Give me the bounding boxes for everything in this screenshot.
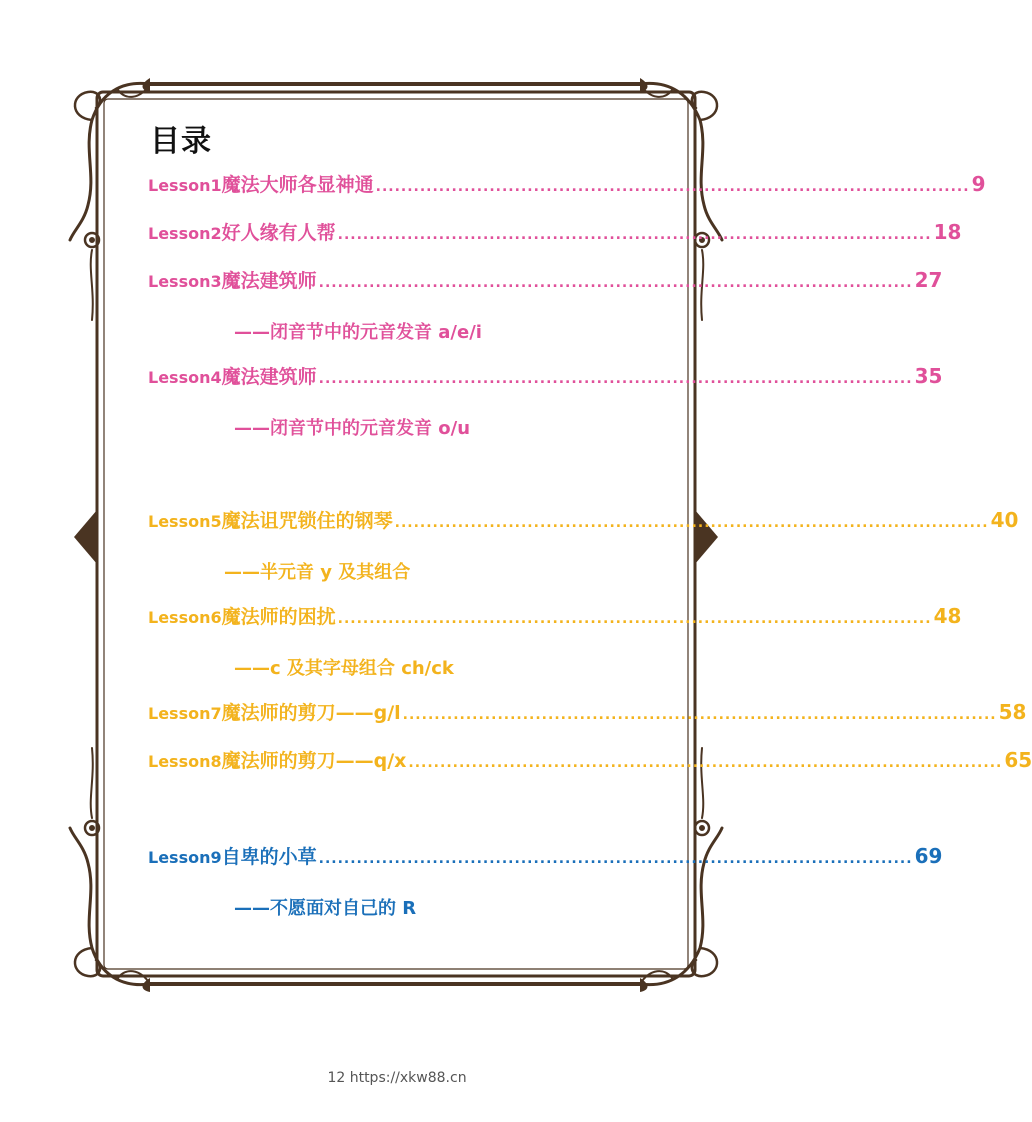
lesson-subtitle: ——不愿面对自己的 R (234, 898, 417, 919)
lesson-number: Lesson8 (148, 752, 222, 771)
leader-dots: .............................................................................................. (394, 515, 989, 531)
lesson-subtitle: ——c 及其字母组合 ch/ck (234, 658, 454, 679)
leader-dots: .............................................................................................. (375, 179, 970, 195)
toc-entry-9[interactable] (148, 842, 943, 872)
page-footer: 12 https://xkw88.cn (327, 1070, 467, 1086)
toc-entry-3[interactable] (148, 266, 943, 296)
page-title: 目录 (150, 124, 212, 159)
toc-entry-6[interactable] (148, 602, 962, 632)
page-number: 58 (998, 700, 1027, 724)
lesson-subtitle: ——半元音 y 及其组合 (224, 562, 411, 583)
lesson-number: Lesson6 (148, 608, 222, 627)
lesson-number: Lesson1 (148, 176, 222, 195)
lesson-title: 魔法建筑师 (221, 270, 317, 292)
leader-dots: .............................................................................................. (318, 275, 913, 291)
lesson-title: 自卑的小草 (221, 846, 317, 868)
lesson-title: 魔法建筑师 (221, 366, 317, 388)
lesson-title: 魔法师的困扰 (221, 606, 336, 628)
page-number: 9 (971, 172, 986, 196)
page-number: 40 (990, 508, 1019, 532)
leader-dots: .............................................................................................. (408, 755, 1003, 771)
leader-dots: .............................................................................................. (318, 371, 913, 387)
lesson-number: Lesson3 (148, 272, 222, 291)
toc-entry-2[interactable] (148, 218, 962, 248)
lesson-title: 魔法大师各显神通 (221, 174, 374, 196)
page-number: 35 (914, 364, 943, 388)
page-number: 48 (933, 604, 962, 628)
lesson-number: Lesson9 (148, 848, 222, 867)
toc-entry-4[interactable] (148, 362, 943, 392)
lesson-number: Lesson7 (148, 704, 222, 723)
lesson-subtitle: ——闭音节中的元音发音 a/e/i (234, 322, 482, 343)
lesson-number: Lesson4 (148, 368, 222, 387)
toc-entry-5[interactable] (148, 506, 1019, 536)
lesson-title: 魔法师的剪刀——g/l (221, 702, 401, 724)
toc-entry-8[interactable] (148, 746, 1032, 776)
lesson-title: 魔法师的剪刀——q/x (221, 750, 407, 772)
leader-dots: .............................................................................................. (337, 611, 932, 627)
leader-dots: .............................................................................................. (318, 851, 913, 867)
lesson-title: 魔法诅咒锁住的钢琴 (221, 510, 393, 532)
leader-dots: .............................................................................................. (402, 707, 997, 723)
toc-entry-1[interactable] (148, 170, 986, 200)
page-number: 18 (933, 220, 962, 244)
lesson-title: 好人缘有人帮 (221, 222, 336, 244)
lesson-number: Lesson5 (148, 512, 222, 531)
lesson-number: Lesson2 (148, 224, 222, 243)
lesson-subtitle: ——闭音节中的元音发音 o/u (234, 418, 471, 439)
page-number: 27 (914, 268, 943, 292)
toc-entry-7[interactable] (148, 698, 1027, 728)
page-number: 69 (914, 844, 943, 868)
page-number: 65 (1004, 748, 1032, 772)
leader-dots: .............................................................................................. (337, 227, 932, 243)
